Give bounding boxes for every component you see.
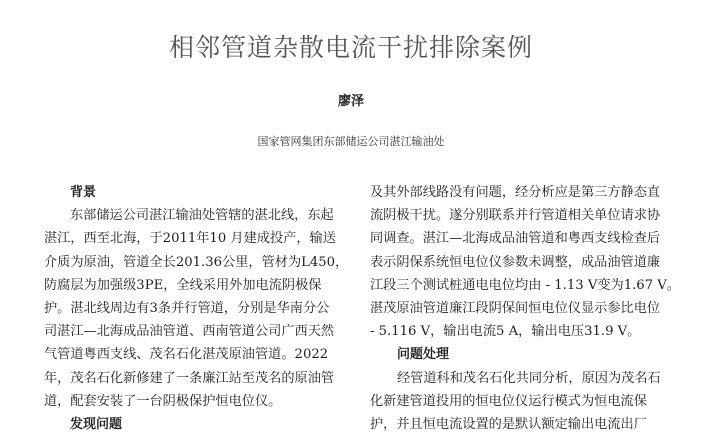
paragraph-line: 司湛江—北海成品油管道、西南管道公司广西天然 [44, 324, 335, 340]
section-heading-background: 背景 [70, 185, 97, 200]
paragraph-line: 年，茂名石化新修建了一条廉江站至茂名的原油管 [44, 370, 335, 386]
paragraph-line: - 5.116 V，输出电流5 A，输出电压31.9 V。 [370, 324, 641, 340]
paragraph-line: 东部储运公司湛江输油处管辖的湛北线，东起 [70, 208, 334, 224]
paragraph-line: 表示阴保系统恒电位仪参数未调整，成品油管道廉 [370, 254, 661, 270]
article-title: 相邻管道杂散电流干扰排除案例 [168, 33, 533, 62]
author-affiliation: 国家管网集团东部储运公司湛江输油处 [257, 135, 445, 148]
paragraph-line: 防腐层为加强级3PE，全线采用外加电流阴极保 [44, 277, 322, 293]
left-column [44, 181, 362, 436]
paragraph-line: 护。湛北线周边有3条并行管道，分别是华南分公 [44, 300, 330, 316]
section-heading-problem: 发现问题 [70, 416, 123, 432]
paragraph-line: 同调查。湛江—北海成品油管道和粤西支线检查后 [370, 231, 661, 247]
paragraph-line: 湛江，西至北海，于2011年10 月建成投产，输送 [44, 231, 336, 247]
paragraph-line: 化新建管道投用的恒电位仪运行模式为恒电流保 [370, 393, 647, 409]
paragraph-line: 介质为原油，管道全长201.36公里，管材为L450， [44, 254, 349, 270]
paragraph-line: 湛茂原油管道廉江段阴保间恒电位仪显示参比电位 [370, 300, 661, 316]
right-column [370, 181, 688, 436]
paragraph-line: 护，并且恒电流设置的是默认额定输出电流出厂 [370, 416, 647, 432]
paragraph-line: 江段三个测试桩通电电位均由 - 1.13 V变为1.67 V。 [370, 277, 680, 293]
paragraph-line: 道，配套安装了一台阴极保护恒电位仪。 [44, 393, 282, 409]
paragraph-line: 经管道科和茂名石化共同分析，原因为茂名石 [397, 370, 661, 386]
author-name: 廖泽 [337, 94, 364, 109]
paragraph-line: 及其外部线路没有问题，经分析应是第三方静态直 [370, 185, 661, 200]
section-heading-handling: 问题处理 [397, 347, 450, 363]
paragraph-line: 流阴极干扰。遂分别联系并行管道相关单位请求协 [370, 208, 661, 224]
paragraph-line: 气管道粤西支线、茂名石化湛茂原油管道。2022 [44, 347, 329, 363]
